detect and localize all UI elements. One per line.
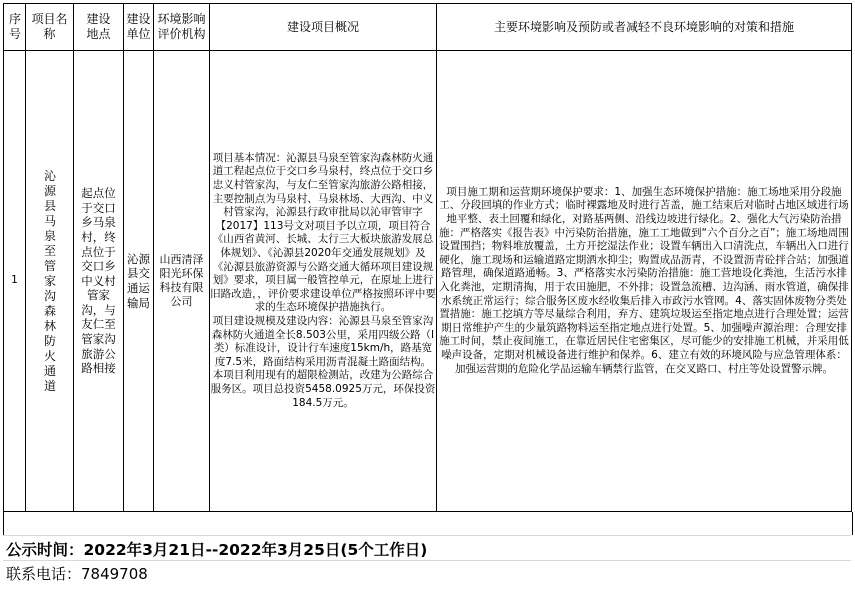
cell-unit: 沁源县交通运输局 — [124, 51, 154, 512]
header-row — [4, 4, 852, 51]
notice-period: 公示时间：2022年3月21日--2022年3月25日(5个工作日) — [6, 541, 428, 559]
cell-measures: 项目施工期和运营期环境保护要求：1、加强生态环境保护措施：施工场地采用分段施工、分段回填的作业方式；临时裸露地及时进行苫盖，施工结束后对临时占地区域进行场地平整、表土回覆和绿化，对路基两侧、沿线边坡进行绿化。2、强化大气污染防治措施：严格落实《报告表》中污染防治措施，施工工地做到“六个百分之百”；施工场地周围设置围挡；物料堆放覆盖，土方开挖湿法作业；设置车辆出入口清洗点，车辆出入口进行硬化，施工现场和运输道路定期洒水抑尘；购置成品沥青，不设置沥青砼拌合站；加强道路管理，确保道路通畅。3、严格落实水污染防治措施：施工营地设化粪池，生活污水排入化粪池，定期清掏，用于农田施肥，不外排；设置急流槽、边沟涵、雨水管道，确保排水系统正常运行；综合服务区废水经收集后排入市政污水管网。4、落实固体废物分类处置措施：施工挖填方等尽量综合利用，弃方、建筑垃圾运至指定地点进行合理处置；运营期日常维护产生的少量筑路物料运至指定地点进行处置。5、加强噪声源治理：合理安排施工时间，禁止夜间施工，在靠近居民住宅密集区，尽可能少的安排施工机械，并采用低噪声设备，定期对机械设备进行维护和保养。6、建立有效的环境风险与应急管理体系：加强运营期的危险化学品运输车辆禁行监管，在交叉路口、村庄等处设置警示牌。 — [437, 51, 852, 512]
header-agency: 环境影响评价机构 — [154, 4, 210, 51]
blank-row — [3, 512, 853, 535]
header-measures: 主要环境影响及预防或者减轻不良环境影响的对策和措施 — [437, 4, 852, 51]
header-location: 建设地点 — [74, 4, 124, 51]
overview-scale: 项目建设规模及建设内容：沁源县马泉至管家沟森林防火通道全长8.503公里，采用四级公路（Ⅰ类）标准设计，设计行车速度15km/h，路基宽度7.5米，路面结构采用沥青混凝土路面结构。本项目利用现有的超限检测站，改建为公路综合服务区。项目总投资5458.0925万元，环保投资184.5万元。 — [210, 314, 436, 409]
cell-agency: 山西清泽阳光环保科技有限公司 — [154, 51, 210, 512]
cell-location: 起点位于交口乡马泉村，终点位于交口乡中义村管家沟，与友仁至管家沟旅游公路相接 — [74, 51, 124, 512]
table-row — [4, 51, 852, 512]
header-name: 项目名称 — [26, 4, 74, 51]
header-overview: 建设项目概况 — [210, 4, 437, 51]
overview-basic: 项目基本情况：沁源县马泉至管家沟森林防火通道工程起点位于交口乡马泉村，终点位于交口乡忠义村管家沟，与友仁至管家沟旅游公路相接，主要控制点为马泉村、马泉林场、大西沟、中义村管家沟，沁源县行政审批局以沁审管审字【2017】113号文对项目予以立项，项目符合《山西省黄河、长城、太行三大板块旅游发展总体规划》、《沁源县2020年交通发展规划》及《沁源县旅游资源与公路交通大循环项目建设规划》要求，项目属一般管控单元，在原址上进行旧路改造，，评价要求建设单位严格按照环评中要求的生态环境保护措施执行。 — [210, 151, 436, 314]
cell-seq: 1 — [4, 51, 26, 512]
header-unit: 建设单位 — [124, 4, 154, 51]
header-seq: 序号 — [4, 4, 26, 51]
divider — [3, 560, 851, 561]
cell-overview — [210, 51, 437, 512]
announcement-table — [3, 3, 852, 512]
cell-project-name: 沁源县马泉至管家沟森林防火通道 — [26, 51, 74, 512]
divider — [3, 535, 851, 536]
contact-phone: 联系电话：7849708 — [6, 565, 148, 583]
